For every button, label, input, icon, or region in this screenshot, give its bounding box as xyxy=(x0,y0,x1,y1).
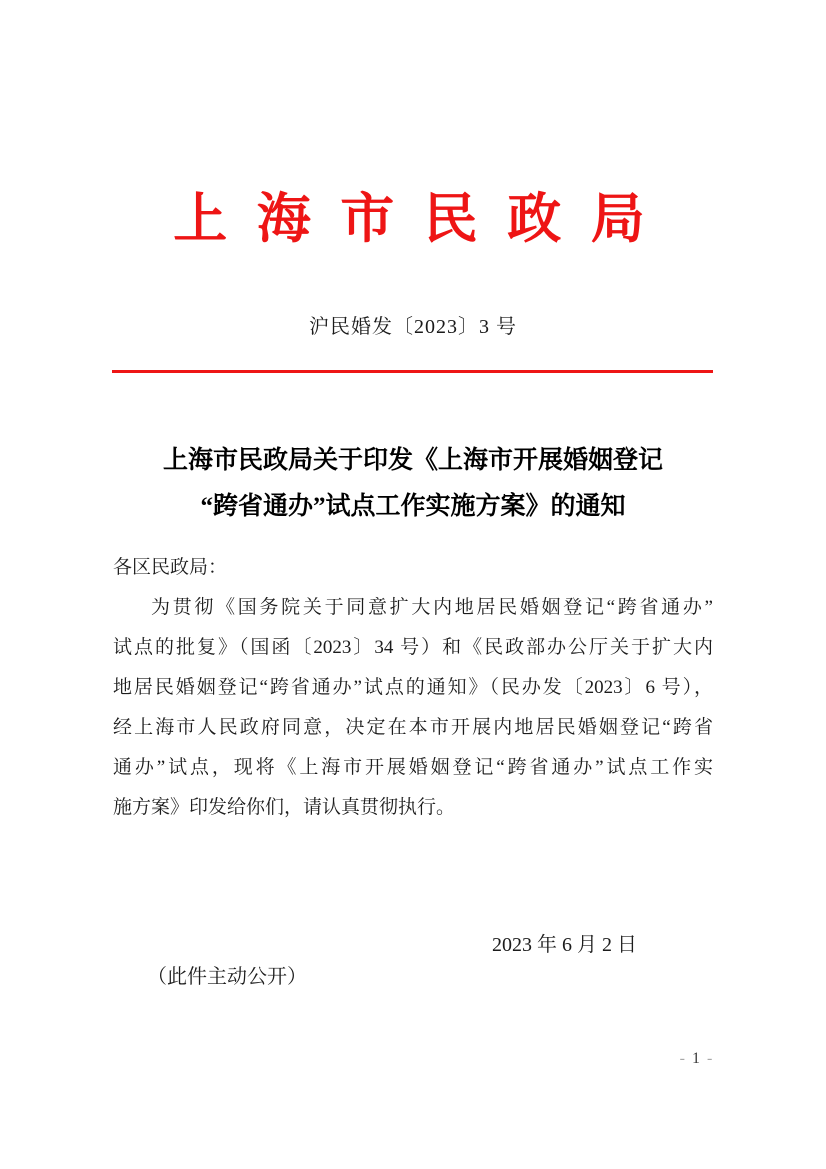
body-line: 经上海市人民政府同意，决定在本市开展内地居民婚姻登记“跨省 xyxy=(113,717,713,738)
disclosure-note: （此件主动公开） xyxy=(147,966,307,988)
red-divider-line xyxy=(112,370,713,373)
document-title-line-1: 上海市民政局关于印发《上海市开展婚姻登记 xyxy=(162,447,663,474)
body-line: 通办”试点，现将《上海市开展婚姻登记“跨省通办”试点工作实 xyxy=(113,757,713,778)
page-number-left-dash: - xyxy=(679,1050,685,1067)
body-line: 为贯彻《国务院关于同意扩大内地居民婚姻登记“跨省通办” xyxy=(151,597,713,618)
issue-date: 2023 年 6 月 2 日 xyxy=(492,934,637,956)
agency-name-header: 上 海 市 民 政 局 xyxy=(173,189,653,249)
body-line: 试点的批复》（国函〔2023〕34 号）和《民政部办公厅关于扩大内 xyxy=(113,637,713,658)
body-line: 施方案》印发给你们，请认真贯彻执行。 xyxy=(113,797,456,818)
document-number: 沪民婚发〔2023〕3 号 xyxy=(309,316,517,338)
page-number-right-dash: - xyxy=(707,1050,713,1067)
page-number xyxy=(640,1050,752,1068)
salutation: 各区民政局： xyxy=(113,557,228,578)
page-number-value: 1 xyxy=(692,1050,700,1067)
document-title xyxy=(113,438,713,530)
document-title-line-2: “跨省通办”试点工作实施方案》的通知 xyxy=(200,493,626,520)
body-line: 地居民婚姻登记“跨省通办”试点的通知》（民办发〔2023〕6 号）， xyxy=(113,677,713,698)
body-paragraph xyxy=(113,548,713,828)
